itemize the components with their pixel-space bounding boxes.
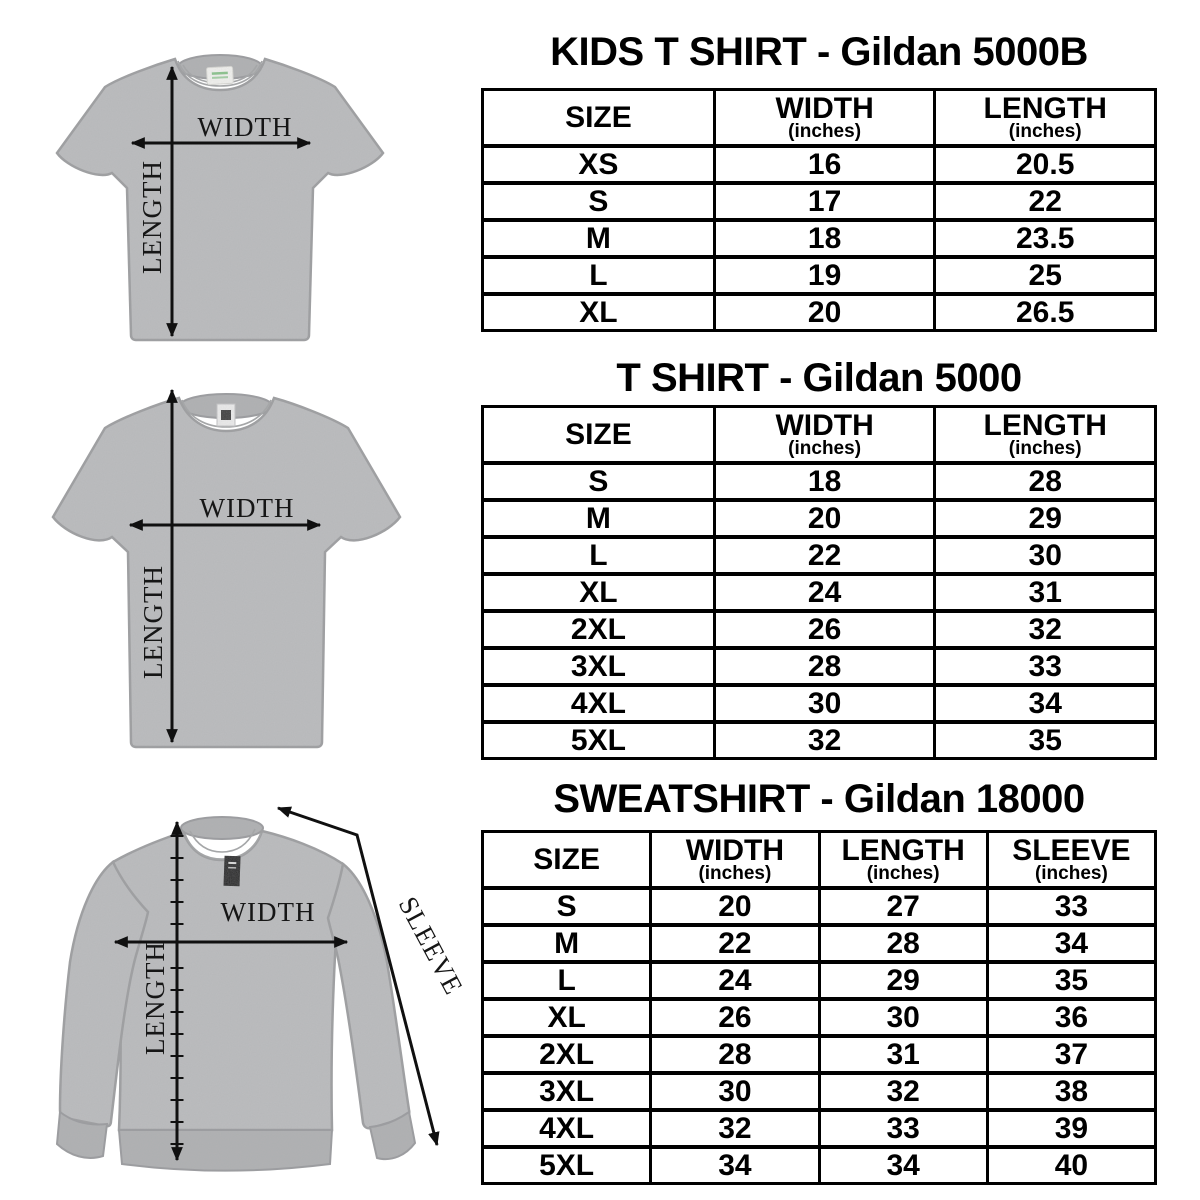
table-row bbox=[483, 574, 1156, 611]
measurement-cell: 39 bbox=[987, 1110, 1155, 1147]
sweatshirt-length-label: LENGTH bbox=[140, 941, 170, 1055]
size-cell: 4XL bbox=[483, 685, 715, 722]
tshirt-image bbox=[53, 394, 400, 747]
measurement-cell: 34 bbox=[987, 925, 1155, 962]
measurement-cell: 26 bbox=[714, 611, 935, 648]
measurement-cell: 20.5 bbox=[935, 146, 1156, 183]
table-row bbox=[483, 648, 1156, 685]
size-cell: 2XL bbox=[483, 1036, 651, 1073]
size-cell: 5XL bbox=[483, 1147, 651, 1184]
kids-tshirt-image bbox=[57, 55, 383, 340]
column-header bbox=[819, 832, 987, 889]
measurement-cell: 17 bbox=[714, 183, 935, 220]
measurement-cell: 37 bbox=[987, 1036, 1155, 1073]
measurement-cell: 29 bbox=[819, 962, 987, 999]
column-header bbox=[483, 407, 715, 464]
column-header bbox=[935, 90, 1156, 147]
measurement-cell: 29 bbox=[935, 500, 1156, 537]
size-cell: XS bbox=[483, 146, 715, 183]
size-cell: S bbox=[483, 463, 715, 500]
table-row bbox=[483, 537, 1156, 574]
table-row bbox=[483, 999, 1156, 1036]
tshirt-size-table bbox=[481, 405, 1157, 760]
table-row bbox=[483, 925, 1156, 962]
measurement-cell: 26.5 bbox=[935, 294, 1156, 331]
measurement-cell: 28 bbox=[714, 648, 935, 685]
measurement-cell: 32 bbox=[651, 1110, 819, 1147]
section-title-tshirt: T SHIRT - Gildan 5000 bbox=[616, 356, 1022, 400]
measurement-cell: 31 bbox=[935, 574, 1156, 611]
sweatshirt-sleeve-label: SLEEVE bbox=[392, 891, 470, 1000]
table-row bbox=[483, 500, 1156, 537]
measurement-cell: 30 bbox=[714, 685, 935, 722]
table-row bbox=[483, 1147, 1156, 1184]
size-cell: 3XL bbox=[483, 648, 715, 685]
column-header-unit: (inches) bbox=[788, 121, 862, 142]
measurement-cell: 18 bbox=[714, 463, 935, 500]
table-row bbox=[483, 294, 1156, 331]
size-cell: 3XL bbox=[483, 1073, 651, 1110]
column-header-label: LENGTH bbox=[983, 409, 1107, 442]
measurement-cell: 30 bbox=[935, 537, 1156, 574]
measurement-cell: 33 bbox=[819, 1110, 987, 1147]
column-header bbox=[935, 407, 1156, 464]
sweatshirt-image bbox=[57, 817, 415, 1171]
measurement-cell: 24 bbox=[651, 962, 819, 999]
measurement-cell: 22 bbox=[714, 537, 935, 574]
kids-neck-tag bbox=[206, 66, 233, 84]
table-row bbox=[483, 257, 1156, 294]
table-row bbox=[483, 685, 1156, 722]
table-row bbox=[483, 722, 1156, 759]
column-header-label: WIDTH bbox=[685, 834, 785, 867]
column-header-label: SLEEVE bbox=[1012, 834, 1131, 867]
column-header bbox=[714, 407, 935, 464]
size-cell: L bbox=[483, 962, 651, 999]
kids-length-label: LENGTH bbox=[137, 160, 167, 274]
measurement-cell: 34 bbox=[819, 1147, 987, 1184]
size-cell: M bbox=[483, 500, 715, 537]
sweatshirt-width-label: WIDTH bbox=[220, 897, 316, 927]
column-header-unit: (inches) bbox=[788, 438, 862, 459]
table-row bbox=[483, 888, 1156, 925]
table-row bbox=[483, 962, 1156, 999]
column-header bbox=[714, 90, 935, 147]
column-header-label: SIZE bbox=[565, 417, 632, 451]
table-row bbox=[483, 1073, 1156, 1110]
measurement-cell: 28 bbox=[819, 925, 987, 962]
header-row bbox=[483, 407, 1156, 464]
size-cell: XL bbox=[483, 294, 715, 331]
table-row bbox=[483, 611, 1156, 648]
measurement-cell: 18 bbox=[714, 220, 935, 257]
measurement-cell: 32 bbox=[935, 611, 1156, 648]
table-row bbox=[483, 1110, 1156, 1147]
size-cell: 5XL bbox=[483, 722, 715, 759]
measurement-cell: 36 bbox=[987, 999, 1155, 1036]
tshirt-neck-label bbox=[217, 404, 235, 426]
tshirt-length-label: LENGTH bbox=[138, 565, 168, 679]
tshirt-diagram bbox=[20, 368, 450, 768]
kids-tshirt-body bbox=[57, 59, 383, 340]
sweatshirt-diagram bbox=[15, 780, 470, 1198]
column-header bbox=[651, 832, 819, 889]
measurement-cell: 22 bbox=[651, 925, 819, 962]
column-header bbox=[483, 90, 715, 147]
sweatshirt-hem-band bbox=[119, 1130, 332, 1171]
column-header-unit: (inches) bbox=[866, 863, 940, 884]
kids-width-label: WIDTH bbox=[197, 112, 293, 142]
header-row bbox=[483, 90, 1156, 147]
measurement-cell: 34 bbox=[935, 685, 1156, 722]
measurement-cell: 33 bbox=[987, 888, 1155, 925]
measurement-cell: 32 bbox=[714, 722, 935, 759]
size-cell: M bbox=[483, 925, 651, 962]
column-header-unit: (inches) bbox=[1008, 121, 1082, 142]
kids-tshirt-size-table bbox=[481, 88, 1157, 332]
size-cell: L bbox=[483, 257, 715, 294]
column-header-label: LENGTH bbox=[841, 834, 965, 867]
header-row bbox=[483, 832, 1156, 889]
measurement-cell: 16 bbox=[714, 146, 935, 183]
measurement-cell: 28 bbox=[935, 463, 1156, 500]
section-title-sweatshirt: SWEATSHIRT - Gildan 18000 bbox=[553, 777, 1085, 821]
measurement-cell: 23.5 bbox=[935, 220, 1156, 257]
column-header-unit: (inches) bbox=[698, 863, 772, 884]
measurement-cell: 28 bbox=[651, 1036, 819, 1073]
size-cell: XL bbox=[483, 574, 715, 611]
size-cell: S bbox=[483, 888, 651, 925]
measurement-cell: 32 bbox=[819, 1073, 987, 1110]
table-row bbox=[483, 1036, 1156, 1073]
measurement-cell: 24 bbox=[714, 574, 935, 611]
size-cell: XL bbox=[483, 999, 651, 1036]
sweatshirt-size-table bbox=[481, 830, 1157, 1185]
table-row bbox=[483, 183, 1156, 220]
tshirt-body bbox=[53, 398, 400, 747]
measurement-cell: 35 bbox=[935, 722, 1156, 759]
size-cell: 4XL bbox=[483, 1110, 651, 1147]
measurement-cell: 20 bbox=[651, 888, 819, 925]
size-cell: 2XL bbox=[483, 611, 715, 648]
column-header-label: SIZE bbox=[533, 842, 600, 876]
measurement-cell: 27 bbox=[819, 888, 987, 925]
table-row bbox=[483, 220, 1156, 257]
measurement-cell: 33 bbox=[935, 648, 1156, 685]
table-row bbox=[483, 463, 1156, 500]
size-cell: S bbox=[483, 183, 715, 220]
column-header bbox=[987, 832, 1155, 889]
size-cell: M bbox=[483, 220, 715, 257]
size-cell: L bbox=[483, 537, 715, 574]
measurement-cell: 40 bbox=[987, 1147, 1155, 1184]
kids-tshirt-diagram bbox=[15, 25, 445, 350]
measurement-cell: 26 bbox=[651, 999, 819, 1036]
measurement-cell: 22 bbox=[935, 183, 1156, 220]
column-header-unit: (inches) bbox=[1034, 863, 1108, 884]
measurement-cell: 25 bbox=[935, 257, 1156, 294]
column-header-label: SIZE bbox=[565, 100, 632, 134]
measurement-cell: 30 bbox=[819, 999, 987, 1036]
measurement-cell: 30 bbox=[651, 1073, 819, 1110]
column-header-label: WIDTH bbox=[775, 409, 874, 442]
tshirt-width-label: WIDTH bbox=[199, 493, 295, 523]
table-row bbox=[483, 146, 1156, 183]
column-header bbox=[483, 832, 651, 889]
measurement-cell: 19 bbox=[714, 257, 935, 294]
measurement-cell: 38 bbox=[987, 1073, 1155, 1110]
section-title-kids-tshirt: KIDS T SHIRT - Gildan 5000B bbox=[550, 30, 1088, 74]
measurement-cell: 35 bbox=[987, 962, 1155, 999]
column-header-label: WIDTH bbox=[775, 92, 874, 125]
column-header-unit: (inches) bbox=[1008, 438, 1082, 459]
column-header-label: LENGTH bbox=[983, 92, 1107, 125]
measurement-cell: 31 bbox=[819, 1036, 987, 1073]
measurement-cell: 34 bbox=[651, 1147, 819, 1184]
measurement-cell: 20 bbox=[714, 294, 935, 331]
measurement-cell: 20 bbox=[714, 500, 935, 537]
sweatshirt-neck-tag bbox=[224, 856, 241, 887]
